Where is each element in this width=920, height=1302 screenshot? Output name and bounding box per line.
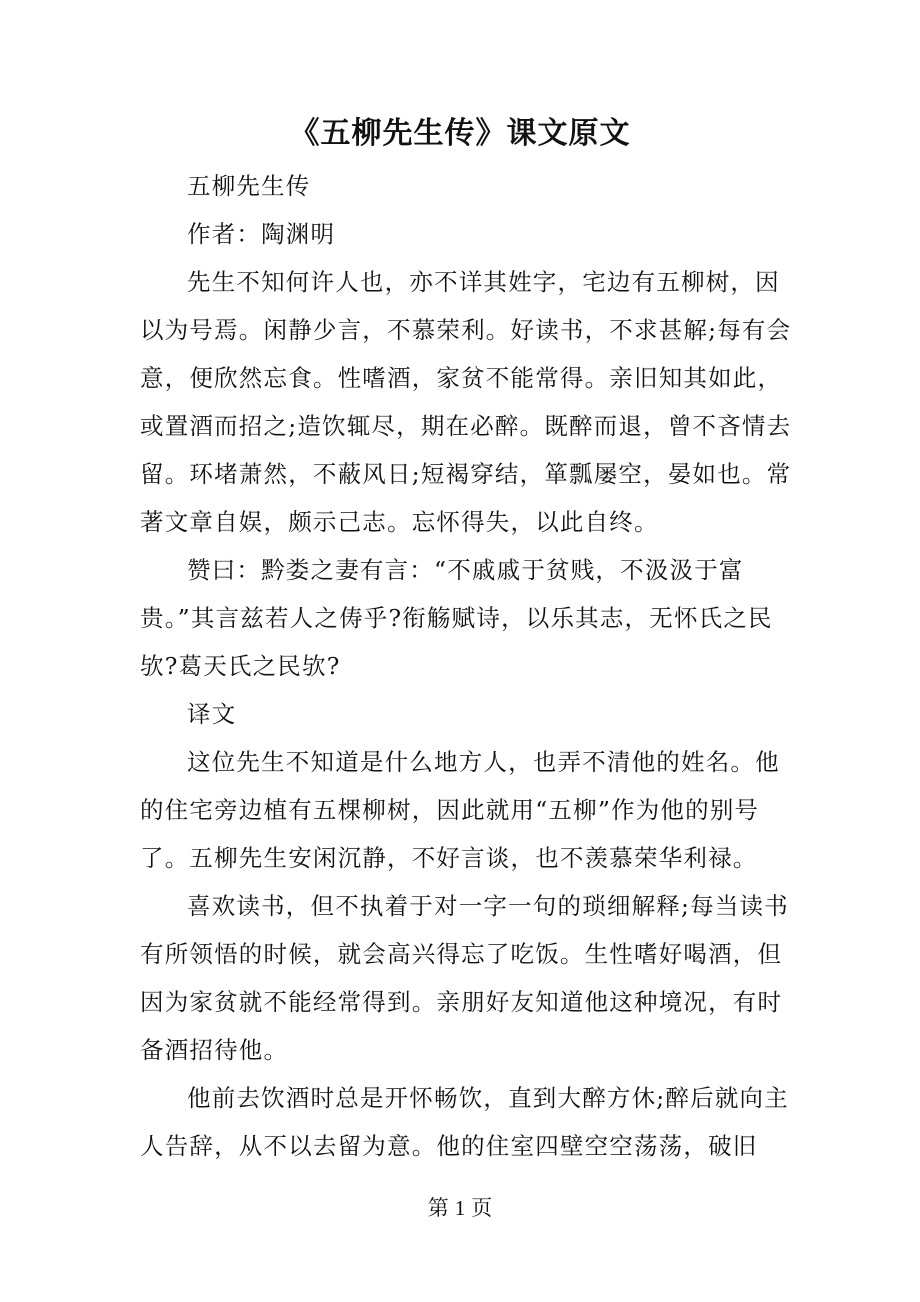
original-text-paragraph: 赞曰：黔娄之妻有言：“不戚戚于贫贱，不汲汲于富贵。”其言兹若人之俦乎?衔觞赋诗，以乐其志，无怀氏之民欤?葛天氏之民欤?: [140, 556, 773, 680]
essay-title: 五柳先生传: [187, 172, 311, 200]
document-body: [140, 162, 800, 1170]
translation-paragraph: 这位先生不知道是什么地方人，也弄不清他的姓名。他的住宅旁边植有五棵柳树，因此就用“五柳”作为他的别号了。五柳先生安闲沉静，不好言谈，也不羡慕荣华利禄。: [140, 748, 780, 872]
page-footer-suffix: 页: [471, 1196, 493, 1220]
page-footer: [0, 1192, 920, 1224]
translation-paragraph: 喜欢读书，但不执着于对一字一句的琐细解释;每当读书有所领悟的时候，就会高兴得忘了吃饭。生性嗜好喝酒，但因为家贫就不能经常得到。亲朋好友知道他这种境况，有时备酒招待他。: [140, 892, 789, 1064]
page-number: 1: [454, 1196, 466, 1220]
translation-paragraph: 他前去饮酒时总是开怀畅饮，直到大醉方休;醉后就向主人告辞，从不以去留为意。他的住室四壁空空荡荡，破旧: [140, 1084, 789, 1160]
translation-heading: 译文: [187, 700, 237, 728]
original-text-paragraph: 先生不知何许人也，亦不详其姓字，宅边有五柳树，因以为号焉。闲静少言，不慕荣利。好读书，不求甚解;每有会意，便欣然忘食。性嗜酒，家贫不能常得。亲旧知其如此，或置酒而招之;造饮辄尽，期在必醉。既醉而退，曾不吝情去留。环堵萧然，不蔽风日;短褐穿结，箪瓢屡空，晏如也。常著文章自娱，颇示己志。忘怀得失，以此自终。: [140, 268, 792, 536]
author-line: 作者：陶渊明: [187, 220, 336, 248]
page-title: 《五柳先生传》课文原文: [289, 116, 631, 151]
page-footer-prefix: 第: [427, 1196, 449, 1220]
